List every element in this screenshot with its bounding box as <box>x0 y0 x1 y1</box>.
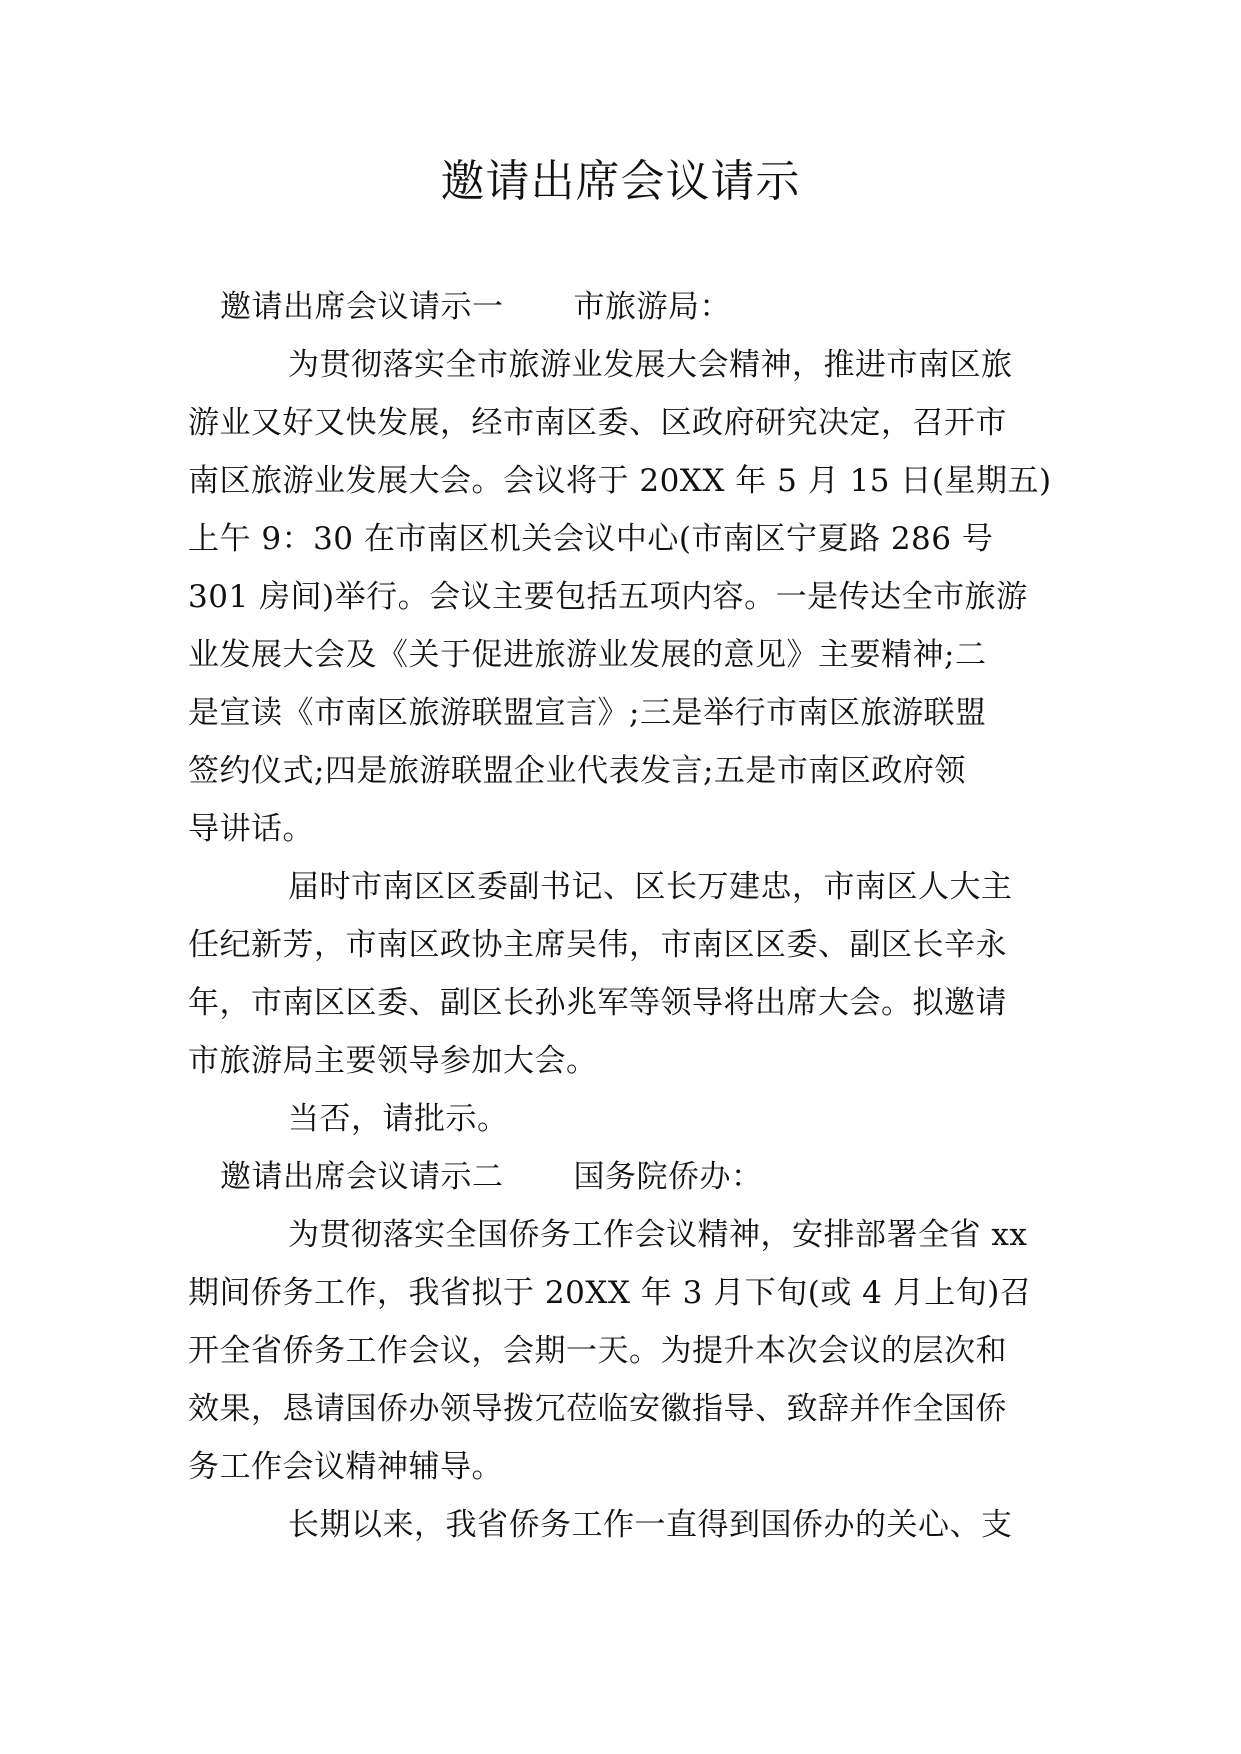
text-line: 年，市南区区委、副区长孙兆军等领导将出席大会。拟邀请 <box>188 985 1007 1021</box>
section-heading <box>188 278 1050 336</box>
text-line: 务工作会议精神辅导。 <box>188 1449 503 1485</box>
text-line: 301 房间)举行。会议主要包括五项内容。一是传达全市旅游 <box>188 579 1028 615</box>
text-line: 签约仪式;四是旅游联盟企业代表发言;五是市南区政府领 <box>188 753 966 789</box>
recipient: 国务院侨办： <box>573 1159 763 1195</box>
text-line: 是宣读《市南区旅游联盟宣言》;三是举行市南区旅游联盟 <box>188 695 987 731</box>
text-line: 游业又好又快发展，经市南区委、区政府研究决定，召开市 <box>188 405 1007 441</box>
paragraph <box>188 1206 1050 1496</box>
text-line: 业发展大会及《关于促进旅游业发展的意见》主要精神;二 <box>188 637 987 673</box>
text-line: 南区旅游业发展大会。会议将于 20XX 年 5 月 15 日(星期五) <box>188 463 1052 499</box>
text-line: 长期以来，我省侨务工作一直得到国侨办的关心、支 <box>288 1507 1013 1543</box>
paragraph <box>188 1496 1050 1554</box>
recipient: 市旅游局： <box>573 289 731 325</box>
section-title: 邀请出席会议请示二 <box>220 1159 504 1195</box>
text-line: 为贯彻落实全国侨务工作会议精神，安排部署全省 xx <box>288 1217 1028 1253</box>
document-title: 邀请出席会议请示 <box>440 156 801 207</box>
document-body <box>188 278 1050 1554</box>
text-line: 上午 9：30 在市南区机关会议中心(市南区宁夏路 286 号 <box>188 521 994 557</box>
text-line: 导讲话。 <box>188 811 314 847</box>
text-line: 任纪新芳，市南区政协主席吴伟，市南区区委、副区长辛永 <box>188 927 1007 963</box>
text-line: 为贯彻落实全市旅游业发展大会精神，推进市南区旅 <box>288 347 1013 383</box>
paragraph <box>188 1090 1050 1148</box>
paragraph <box>188 336 1050 858</box>
section-heading <box>188 1148 1050 1206</box>
text-line: 效果，恳请国侨办领导拨冗莅临安徽指导、致辞并作全国侨 <box>188 1391 1007 1427</box>
paragraph <box>188 858 1050 1090</box>
text-line: 当否，请批示。 <box>288 1101 509 1137</box>
text-line: 开全省侨务工作会议，会期一天。为提升本次会议的层次和 <box>188 1333 1007 1369</box>
text-line: 市旅游局主要领导参加大会。 <box>188 1043 598 1079</box>
text-line: 届时市南区区委副书记、区长万建忠，市南区人大主 <box>288 869 1013 905</box>
section-title: 邀请出席会议请示一 <box>220 289 504 325</box>
text-line: 期间侨务工作，我省拟于 20XX 年 3 月下旬(或 4 月上旬)召 <box>188 1275 1032 1311</box>
